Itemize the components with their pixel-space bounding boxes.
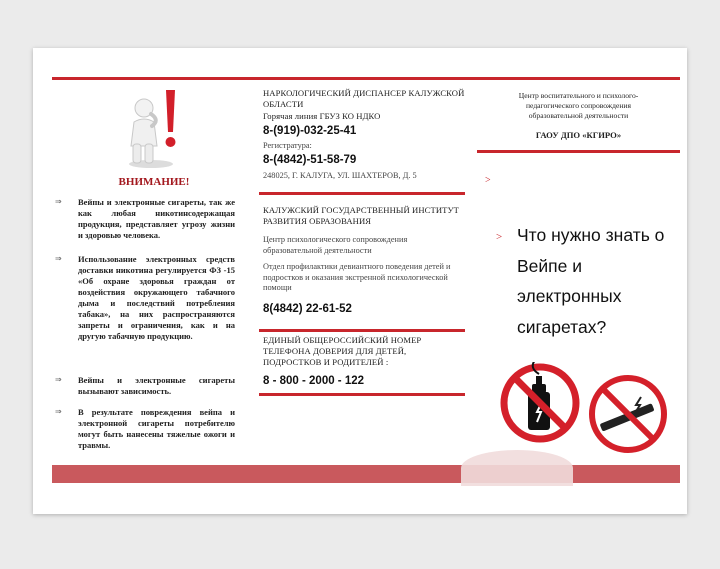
footer-arc (461, 450, 573, 486)
registry-label: Регистратура: (263, 141, 312, 150)
divider-3 (259, 393, 465, 396)
arrow-right-icon: > (485, 175, 491, 186)
arrow-right-icon: ⇒ (55, 197, 62, 206)
institute-center: Центр психологического сопровождения образовательной деятельности (263, 235, 408, 255)
thinking-person-exclamation-icon (115, 86, 195, 170)
bullet-1: Вейпы и электронные сигареты, так же как любая никотинсодержащая продукция, представляет угрозу жизни и здоровью человека. (78, 197, 235, 240)
bullet-4: В результате повреждения вейпа и электронной сигареты потребителю могут быть нанесены тяжелые ожоги и травмы. (78, 407, 235, 450)
dispensary-name: НАРКОЛОГИЧЕСКИЙ ДИСПАНСЕР КАЛУЖСКОЙ ОБЛАСТИ (263, 88, 465, 109)
institute-name: КАЛУЖСКИЙ ГОСУДАРСТВЕННЫЙ ИНСТИТУТ РАЗВИТИЯ ОБРАЗОВАНИЯ (263, 205, 460, 226)
brochure-sheet (33, 48, 687, 514)
divider-2 (259, 329, 465, 332)
org-header: Центр воспитательного и психолого-педагогического сопровождения образовательной деятельности (518, 91, 639, 121)
hotline-label: Горячая линия ГБУЗ КО НДКО (263, 111, 381, 121)
institute-phone: 8(4842) 22-61-52 (263, 303, 352, 315)
bullet-2: Использование электронных средств доставки никотина регулируется ФЗ -15 «Об охране здоровья граждан от воздействия окружающего табачного дыма и последствий потребления табака», на них распространяются запреты и ограничения, как и на другую табачную продукцию. (78, 254, 235, 341)
arrow-right-icon: ⇒ (55, 254, 62, 263)
bullet-3: Вейпы и электронные сигареты вызывают зависимость. (78, 375, 235, 396)
footer-band (52, 465, 680, 483)
org-name: ГАОУ ДПО «КГИРО» (535, 130, 622, 140)
institute-department: Отдел профилактики девиантного поведения детей и подростков и оказания экстренной психологической помощи (263, 262, 451, 292)
warning-title: ВНИМАНИЕ! (118, 176, 190, 188)
no-electronic-cigarette-icon (587, 373, 669, 455)
dispensary-address: 248025, Г. КАЛУГА, УЛ. ШАХТЕРОВ, Д. 5 (263, 171, 417, 180)
no-vape-icon (499, 362, 581, 444)
arrow-right-icon: > (496, 231, 503, 243)
registry-phone: 8-(4842)-51-58-79 (263, 154, 357, 166)
right-divider (477, 150, 680, 153)
trust-line-phone: 8 - 800 - 2000 - 122 (263, 375, 365, 387)
hotline-phone: 8-(919)-032-25-41 (263, 125, 357, 137)
trust-line-name: ЕДИНЫЙ ОБЩЕРОССИЙСКИЙ НОМЕР ТЕЛЕФОНА ДОВЕРИЯ ДЛЯ ДЕТЕЙ, ПОДРОСТКОВ И РОДИТЕЛЕЙ : (263, 335, 422, 367)
left-column (33, 48, 248, 514)
middle-column (259, 48, 469, 514)
divider-1 (259, 192, 465, 195)
arrow-right-icon: ⇒ (55, 375, 62, 384)
headline: Что нужно знать о Вейпе и электронных сигаретах? (517, 225, 665, 337)
arrow-right-icon: ⇒ (55, 407, 62, 416)
